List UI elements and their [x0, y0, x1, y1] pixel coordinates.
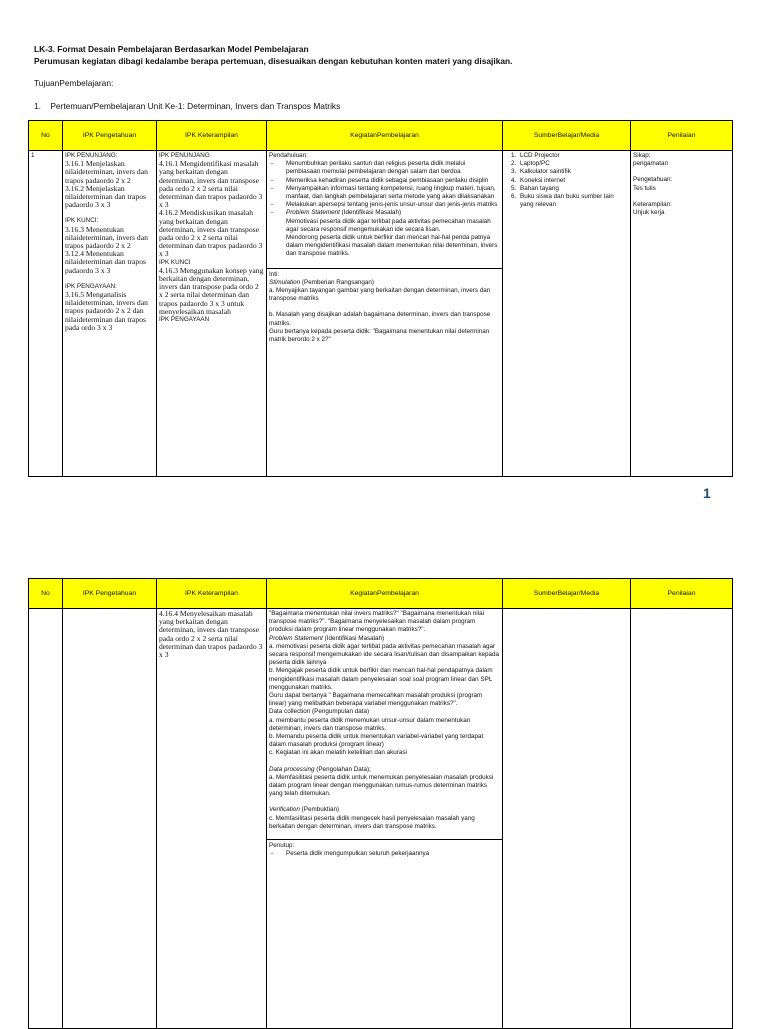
col-header-ipk-keterampilan: IPK Keterampilan: [157, 121, 267, 151]
list-item: - Peserta didik mengumpulkan seluruh pekerjaannya: [269, 850, 500, 858]
list-item: - Menyampaikan informasi tentang kompetensi, ruang lingkup materi, tujuan, manfaat, dan langkah pembelajaran serta metode yang akan dilaksanakan: [269, 185, 500, 201]
cell-ipk-keterampilan: 4.16.4 Menyelesaikan masalah yang berkaitan dengan determinan, invers dan transpose pada ordo 2 x 2 serta nilai determinan dan trapos padaordo 3 x 3: [157, 609, 267, 1029]
col-header-penilaian: Penilaian: [631, 579, 733, 609]
list-item: - Memeriksa kehadiran peserta didik sebagai pembiasaan perilaku disiplin: [269, 177, 500, 185]
col-header-no: No: [29, 579, 63, 609]
document-title: LK-3. Format Desain Pembelajaran Berdasarkan Model Pembelajaran: [34, 44, 309, 54]
penutup-list: [269, 850, 500, 858]
list-item: 3. Kalkulator saintifik: [518, 168, 628, 176]
col-header-kegiatan: KegiatanPembelajaran: [267, 121, 503, 151]
cell-penilaian: [631, 609, 733, 1029]
section-title: Pertemuan/Pembelajaran Unit Ke-1: Determinan, Invers dan Transpos Matriks: [50, 100, 341, 111]
table-row: [29, 151, 733, 477]
cell-sumber: [503, 151, 631, 477]
col-header-sumber: SumberBelajar/Media: [503, 579, 631, 609]
cell-ipk-keterampilan: IPK PENUNJANG 4.16.1 Mengidentifikasi masalah yang berkaitan dengan determinan, invers dan transpose pada ordo 2 x 2 serta nilai determinan dan trapos padaordo 3 x 3 4.16.2 Mendiskusikan masalah yang berkaitan dengan determinan, invers dan transpose pada ordo 2 x 2 serta nilai determinan dan trapos padaordo 3 x 3 IPK KUNCI 4.16.3 Menggunakan konsep yang berkaitan dengan determinan, invers dan transpose pada ordo 2 x 2 serta nilai determinan dan trapos padaordo 3 x 3 untuk menyelesaikan masalah IPK PENGAYAAN: [157, 151, 267, 477]
document-subtitle: Perumusan kegiatan dibagi kedalambe berapa pertemuan, disesuaikan dengan kebutuhan konten materi yang disajikan.: [34, 55, 513, 66]
list-item: 5. Bahan tayang: [518, 185, 628, 193]
col-header-ipk-pengetahuan: IPK Pengetahuan: [63, 121, 157, 151]
section-heading: [34, 101, 734, 113]
list-item: - Problem Statement (Identifikasi Masalah): [269, 209, 500, 217]
section-number: 1.: [34, 100, 41, 111]
sumber-list: [505, 152, 628, 209]
pendahuluan-list: [269, 160, 500, 217]
lesson-plan-table-2: [28, 578, 733, 1029]
col-header-ipk-pengetahuan: IPK Pengetahuan: [63, 579, 157, 609]
document-header: [34, 44, 734, 112]
lesson-plan-table-1: [28, 120, 733, 477]
list-item: 2. Laptop/PC: [518, 160, 628, 168]
cell-kegiatan: Pendahuluan: - Menumbuhkan perilaku santun dan religius peserta didik melalui pembiasaan memulai pembelajaran dengan salam dan berdoa - Memeriksa kehadiran peserta didik sebagai pembiasaan perilaku disiplin - Menyampaikan informasi tentang kompetensi, ruang lingkup materi, tujuan, manfaat, dan langkah pembelajaran serta metode yang akan dilaksanakan - Melakukan apersepsi tentang jenis-jenis unsur-unsur dan jenis-jenis matriks - Problem Statement (Identifikasi Masalah) Memotivasi peserta didik agar terlibat pada aktivitas pemecahan masalah agar secara responsif mengemukakan ide secara lisan. Mendorong peserta didik untuk berfikir dan mencari hal-hal penda patnya dalam mengidentifikasi masalah dalam menentukan nilai determinan, invers dan transpose matriks. Inti: Stimulation (Pemberian Rangsangan) a. Menyajikan tayangan gambar yang berkaitan dengan determinan, invers dan transpose matriks b. Masalah yang disajikan adalah bagaimana determinan, invers dan transpose matriks. Guru bertanya kepada peserta didik: "Bagaimana menentukan nilai determinan matrik berordo 2 x 2?": [267, 151, 503, 477]
cell-kegiatan: "Bagaimana menentukan nilai invers matriks?" "Bagaimana menentukan nilai transpose matriks?". "Bagaimana menyelesaikan masalah dalam program produksi dalam program linear menggunakan matriks?". Problem Statement (Identifikasi Masalah) a. memotivasi peserta didik agar terlibat pada aktivitas pemecahan masalah agar secara responsif mengemukakan ide secara lisan/tulisan dan disampaikan kepada peserta didik lainnya b. Mengajak peserta didik untuk berfikir dan mencari hal-hal pendapatnya dalam mengidentifikasi masalah dalam penyelesaian soal soal program linear dan SPL menggunakan matriks. Guru dapat bertanya " Bagaimana memecahkan masalah produksi (program linear) yang melibatkan beberapa variabel menggunakan matriks?". Data collection (Pengumpulan data) a. membantu peserta didik menemukan unsur-unsur dalam menentukan determinan, invers dan transpose matriks. b. Memandu peserta didik untuk menentukan variabel-variabel yang terdapat dalam masalah produksi (program linear) c. Kegiatan ini akan melatih ketelitian dan akurasi Data processing (Pengolahan Data); a. Memfasilitasi peserta didik untuk menemukan penyelesaian masalah produksi dalam program linear dengan menggunakan rumus-rumus determinan matriks yang telah ditemukan. Verification (Pembuktian) c. Memfasilitasi peserta didik mengecek hasil penyelesaian masalah yang berkaitan dengan determinan, invers dan transpose matriks. Penutup: - Peserta didik mengumpulkan seluruh pekerjaannya: [267, 609, 503, 1029]
table-header-row: [29, 579, 733, 609]
list-item: 6. Buku siswa dan buku sumber lain yang relevan: [518, 193, 628, 209]
cell-no: 1: [29, 151, 63, 477]
table-header-row: [29, 121, 733, 151]
list-item: - Menumbuhkan perilaku santun dan religius peserta didik melalui pembiasaan memulai pembelajaran dengan salam dan berdoa: [269, 160, 500, 176]
col-header-ipk-keterampilan: IPK Keterampilan: [157, 579, 267, 609]
table-row: [29, 609, 733, 1029]
list-item: 4. Koneksi internet: [518, 177, 628, 185]
cell-ipk-pengetahuan: IPK PENUNJANG: 3.16.1 Menjelaskan nilaideterminan, invers dan trapos padaordo 2 x 2 3.16.2 Menjelaskan nilaideterminan dan trapos padaordo 3 x 3 IPK KUNCI: 3.16.3 Menentukan nilaideterminan, invers dan trapos padaordo 2 x 2 3.12.4 Menentukan nilaideterminan dan trapos padaordo 3 x 3 IPK PENGAYAAN: 3.16.5 Menganalisis nilaideterminan, invers dan trapos padaordo 2 x 2 dan nilaideterminan dan trapos pada ordo 3 x 3: [63, 151, 157, 477]
tujuan-label: TujuanPembelajaran:: [34, 78, 114, 88]
cell-ipk-pengetahuan: [63, 609, 157, 1029]
col-header-kegiatan: KegiatanPembelajaran: [267, 579, 503, 609]
cell-no: [29, 609, 63, 1029]
cell-sumber: [503, 609, 631, 1029]
page-number: 1: [703, 485, 711, 501]
list-item: - Melakukan apersepsi tentang jenis-jenis unsur-unsur dan jenis-jenis matriks: [269, 201, 500, 209]
col-header-sumber: SumberBelajar/Media: [503, 121, 631, 151]
col-header-no: No: [29, 121, 63, 151]
list-item: 1. LCD Projector: [518, 152, 628, 160]
col-header-penilaian: Penilaian: [631, 121, 733, 151]
cell-penilaian: Sikap: pengamatan Pengetahuan: Tes tulis Keterampilan: Unjuk kerja: [631, 151, 733, 477]
